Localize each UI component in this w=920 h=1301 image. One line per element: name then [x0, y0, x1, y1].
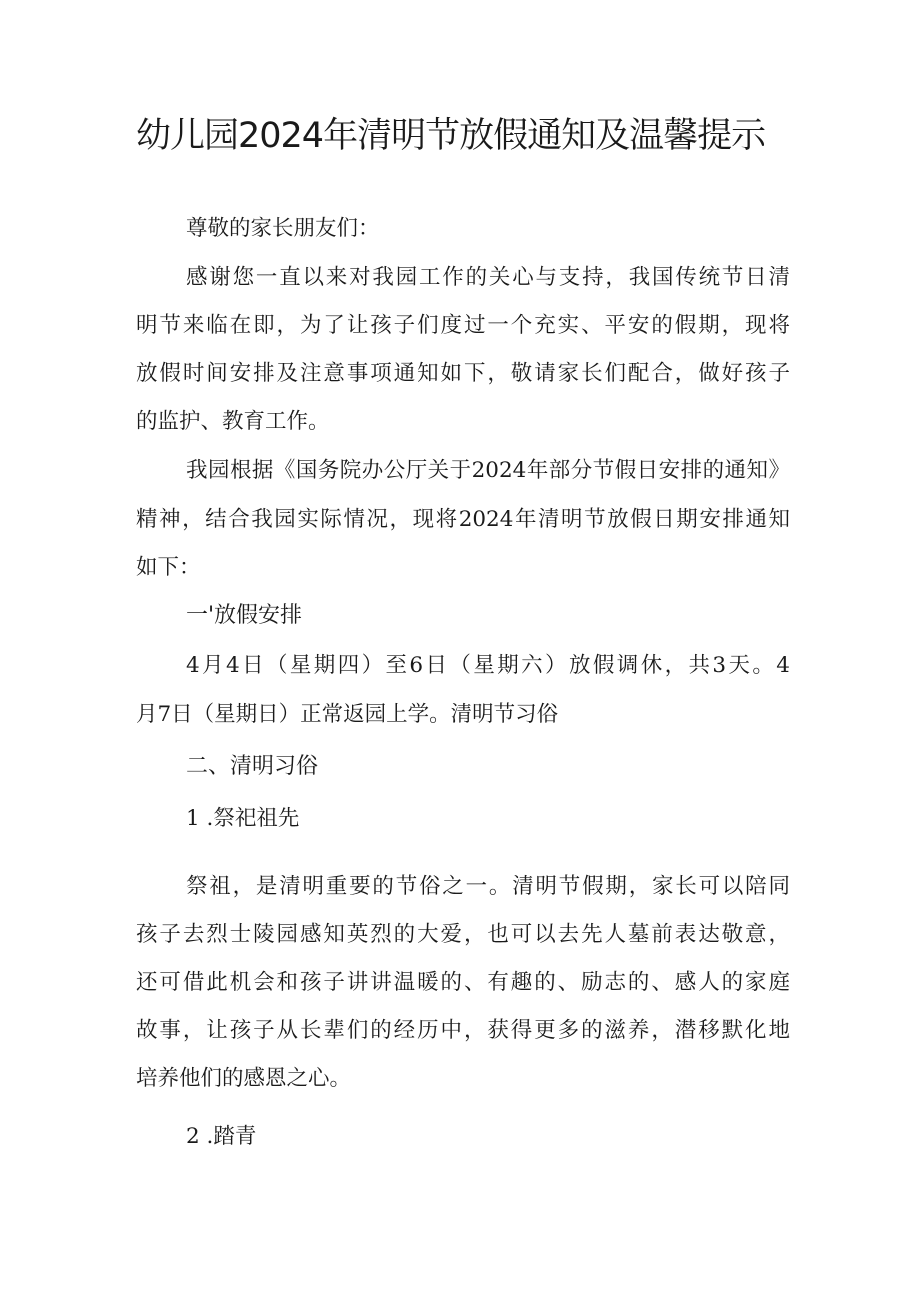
schedule-line: 4月4日（星期四）至6日（星期六）放假调休，共3天。4: [186, 653, 790, 678]
basis-line: 精神，结合我园实际情况，现将2024年清明节放假日期安排通知: [136, 507, 790, 532]
custom-line: 还可借此机会和孩子讲讲温暖的、有趣的、励志的、感人的家庭: [136, 970, 790, 995]
intro-line: 放假时间安排及注意事项通知如下，敬请家长们配合，做好孩子: [136, 361, 790, 386]
intro-line: 明节来临在即，为了让孩子们度过一个充实、平安的假期，现将: [136, 313, 790, 338]
item-heading: 2 .踏青: [186, 1124, 257, 1149]
basis-line: 如下：: [136, 555, 201, 580]
item-heading: 1 .祭祀祖先: [186, 806, 300, 831]
custom-line: 故事，让孩子从长辈们的经历中，获得更多的滋养，潜移默化地: [136, 1018, 790, 1043]
intro-line: 的监护、教育工作。: [136, 409, 330, 434]
greeting: 尊敬的家长朋友们：: [186, 216, 380, 241]
document-title: 幼儿园2024年清明节放假通知及温馨提示: [136, 116, 766, 156]
section-heading: 一'放假安排: [186, 603, 303, 628]
section-heading: 二、清明习俗: [186, 754, 319, 779]
custom-line: 培养他们的感恩之心。: [136, 1066, 352, 1091]
custom-line: 祭祖，是清明重要的节俗之一。清明节假期，家长可以陪同: [186, 874, 790, 899]
custom-line: 孩子去烈士陵园感知英烈的大爱，也可以去先人墓前表达敬意，: [136, 922, 790, 947]
basis-line: 我园根据《国务院办公厅关于2024年部分节假日安排的通知》: [186, 458, 790, 483]
schedule-line: 月7日（星期日）正常返园上学。清明节习俗: [136, 702, 559, 727]
intro-line: 感谢您一直以来对我园工作的关心与支持，我国传统节日清: [186, 265, 790, 290]
